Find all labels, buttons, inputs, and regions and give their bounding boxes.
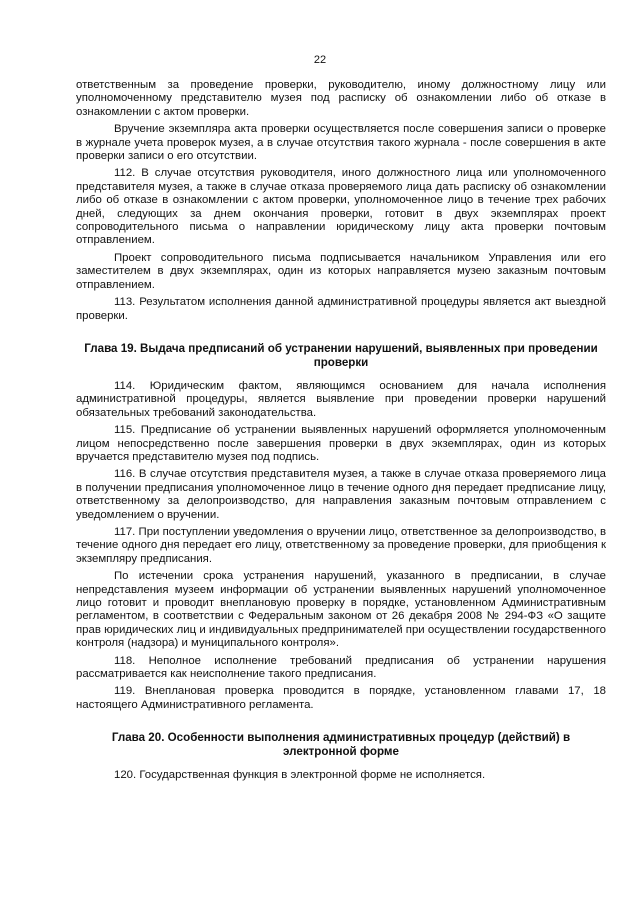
chapter-heading: Глава 19. Выдача предписаний об устранении нарушений, выявленных при проведении проверки [84, 341, 598, 369]
paragraph: По истечении срока устранения нарушений, указанного в предписании, в случае непредставления музеем информации об устранении выявленных нарушений уполномоченное лицо готовит и проводит внеплановую проверку в порядке, установленном Административным регламентом, в соответствии с Федеральным законом от 26 декабря 2008 № 294-ФЗ «О защите прав юридических лиц и индивидуальных предпринимателей при осуществлении государственного контроля (надзора) и муниципального контроля». [76, 570, 606, 650]
paragraph: 117. При поступлении уведомления о вручении лицо, ответственное за делопроизводство, в течение одного дня передает его лицу, ответственному за проведение проверки, для приобщения к экземпляру предписания. [76, 525, 606, 565]
paragraph: Проект сопроводительного письма подписывается начальником Управления или его заместителем в двух экземплярах, один из которых направляется музею заказным почтовым отправлением. [76, 251, 606, 291]
paragraph: 119. Внеплановая проверка проводится в порядке, установленном главами 17, 18 настоящего Административного регламента. [76, 685, 606, 711]
chapter-heading: Глава 20. Особенности выполнения административных процедур (действий) в электронной форме [111, 731, 571, 759]
paragraph: 114. Юридическим фактом, являющимся основанием для начала исполнения административной процедуры, является выявление при проведении проверки нарушений обязательных требований законодательства. [76, 379, 606, 419]
paragraph: 115. Предписание об устранении выявленных нарушений оформляется уполномоченным лицом непосредственно после завершения проверки в двух экземплярах, один из которых вручается представителю музея под подпись. [76, 424, 606, 463]
paragraph: 120. Государственная функция в электронной форме не исполняется. [114, 769, 486, 782]
paragraph: 118. Неполное исполнение требований предписания об устранении нарушения рассматривается как неисполнение такого предписания. [76, 654, 606, 681]
paragraph: 113. Результатом исполнения данной административной процедуры является акт выездной проверки. [76, 296, 606, 322]
page-number: 22 [313, 54, 327, 66]
paragraph: ответственным за проведение проверки, руководителю, иному должностному лицу или уполномоченному представителю музея под расписку об ознакомлении либо об отказе в ознакомлении с актом проверки. [76, 79, 606, 118]
document-body [76, 79, 606, 787]
paragraph: 116. В случае отсутствия представителя музея, а также в случае отказа проверяемого лица в получении предписания уполномоченное лицо в течение одного дня передает предписание лицу, ответственному за делопроизводство, для направления заказным почтовым отправлением с уведомлением о вручении. [76, 468, 606, 521]
paragraph: 112. В случае отсутствия руководителя, иного должностного лица или уполномоченного представителя музея, а также в случае отказа проверяемого лица дать расписку об ознакомлении либо об отказе в ознакомлении с актом проверки, уполномоченное лицо в течение трех рабочих дней, следующих за днем окончания проверки, готовит в двух экземплярах проект сопроводительного письма о направлении юридическому лицу акта проверки почтовым отправлением. [76, 167, 606, 247]
paragraph: Вручение экземпляра акта проверки осуществляется после совершения записи о проверке в журнале учета проверок музея, а в случае отсутствия такого журнала - после совершения в акте проверки записи о его отсутствии. [76, 123, 606, 163]
